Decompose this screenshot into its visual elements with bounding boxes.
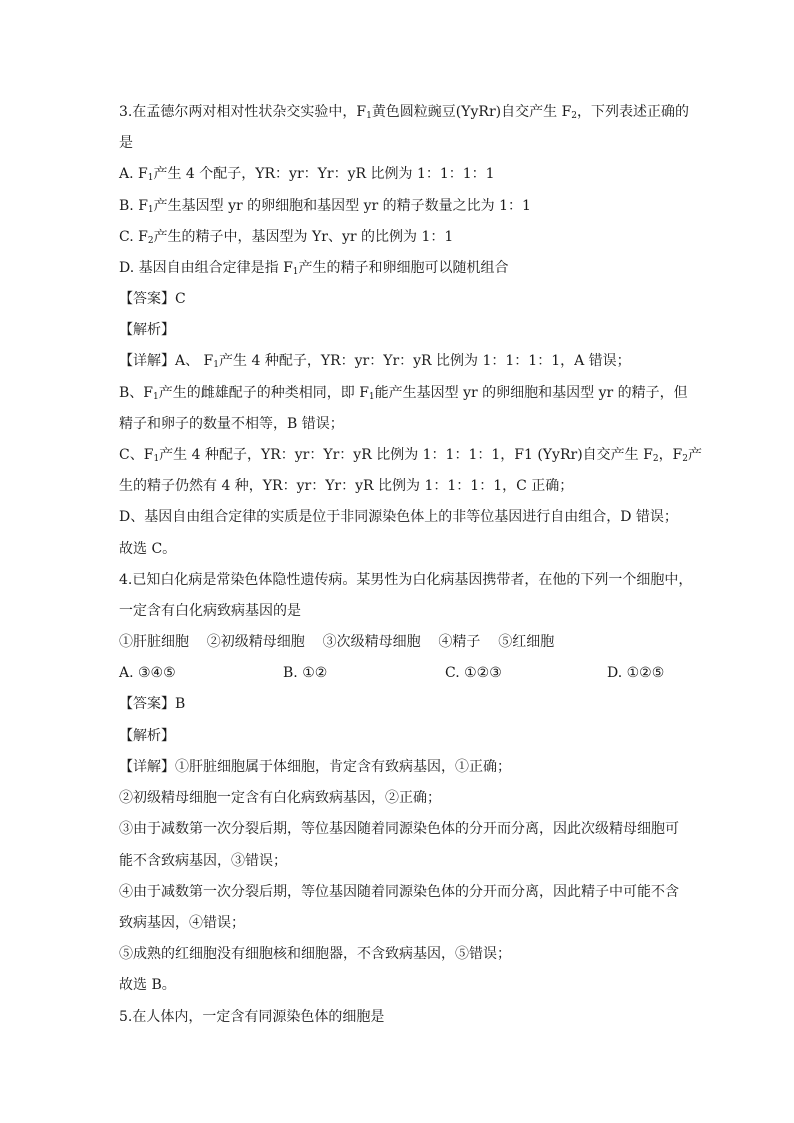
q3-detail-4-c: ，F	[658, 447, 683, 463]
q3-detail-line-1	[119, 352, 631, 370]
q3-stem-text-c: ，下列表述正确的	[577, 104, 690, 120]
q3-detail-2-a: B、F	[119, 385, 154, 401]
q3-option-a-label: A. F	[119, 166, 148, 182]
q3-option-c-sub: 2	[147, 236, 154, 246]
q3-detail-1-a: 【详解】A、 F	[119, 353, 214, 369]
q3-option-b-label: B. F	[119, 198, 148, 214]
q3-stem-text-a: 3.在孟德尔两对相对性状杂交实验中，F	[119, 104, 367, 120]
q3-option-c-label: C. F	[119, 229, 148, 245]
q4-option-b: B. ①②	[283, 665, 328, 681]
q4-detail-line-4: 能不含致病基因，③错误；	[119, 853, 287, 869]
q3-detail-line-6: D、基因自由组合定律的实质是位于非同源染色体上的非等位基因进行自由组合，D 错误；	[119, 509, 678, 525]
q3-detail-line-7: 故选 C。	[119, 541, 177, 557]
q4-option-c: C. ①②③	[445, 665, 502, 681]
q3-detail-2-sub: 1	[153, 392, 159, 402]
q3-option-d-sub: 1	[292, 267, 299, 277]
q3-option-b	[119, 197, 531, 215]
q3-detail-2-c: 能产生基因型 yr 的卵细胞和基因型 yr 的精子，但	[374, 385, 688, 401]
q4-detail-line-5: ④由于减数第一次分裂后期，等位基因随着同源染色体的分开而分离，因此精子中可能不含	[119, 884, 679, 900]
q3-detail-4-a: C、F	[119, 447, 154, 463]
q4-detail-line-7: ⑤成熟的红细胞没有细胞核和细胞器，不含致病基因，⑤错误；	[119, 946, 511, 962]
q3-detail-4-b: 产生 4 种配子，YR：yr：Yr：yR 比例为 1：1：1：1，F1 (YyRr)自交产生 F	[159, 447, 653, 463]
q5-stem: 5.在人体内，一定含有同源染色体的细胞是	[119, 1009, 385, 1025]
q3-detail-line-2	[119, 384, 688, 402]
q3-option-a	[119, 165, 495, 183]
q3-option-a-sub: 1	[147, 173, 154, 183]
q3-stem-text-b: 黄色圆粒豌豆(YyRr)自交产生 F	[371, 104, 572, 120]
q3-stem-sub-1: 1	[366, 111, 372, 121]
q3-detail-1-b: 产生 4 种配子，YR：yr：Yr：yR 比例为 1：1：1：1，A 错误；	[219, 353, 631, 369]
q3-stem-line-1	[119, 103, 689, 121]
q4-option-a: A. ③④⑤	[119, 665, 176, 681]
q3-detail-4-sub-3: 2	[682, 454, 689, 464]
q4-detail-line-2: ②初级精母细胞一定含有白化病致病基因，②正确；	[119, 790, 441, 806]
q3-option-a-text: 产生 4 个配子，YR：yr：Yr：yR 比例为 1：1：1：1	[153, 166, 495, 182]
q4-option-d: D. ①②⑤	[607, 665, 665, 681]
q3-detail-line-5: 生的精子仍然有 4 种，YR：yr：Yr：yR 比例为 1：1：1：1，C 正确；	[119, 478, 574, 494]
q3-option-d	[119, 259, 509, 277]
q3-option-b-sub: 1	[147, 205, 154, 215]
q3-analysis-heading: 【解析】	[119, 322, 175, 338]
q4-options	[119, 664, 679, 682]
q4-analysis-heading: 【解析】	[119, 728, 175, 744]
q3-option-b-text: 产生基因型 yr 的卵细胞和基因型 yr 的精子数量之比为 1：1	[153, 198, 531, 214]
q4-detail-line-3: ③由于减数第一次分裂后期，等位基因随着同源染色体的分开而分离，因此次级精母细胞可	[119, 821, 679, 837]
q3-detail-4-sub: 1	[153, 454, 160, 464]
q3-option-d-text: 产生的精子和卵细胞可以随机组合	[298, 260, 509, 276]
q3-detail-4-sub-2: 2	[652, 454, 659, 464]
q4-detail-line-8: 故选 B。	[119, 977, 176, 993]
q3-detail-line-3: 精子和卵子的数量不相等，B 错误；	[119, 416, 344, 432]
q4-stem-line-1: 4.已知白化病是常染色体隐性遗传病。某男性为白化病基因携带者，在他的下列一个细胞中，	[119, 572, 693, 588]
q4-detail-line-1: 【详解】①肝脏细胞属于体细胞，肯定含有致病基因，①正确；	[119, 759, 511, 775]
q3-detail-2-b: 产生的雌雄配子的种类相同，即 F	[158, 385, 369, 401]
q3-detail-line-4	[119, 446, 702, 464]
q3-detail-4-d: 产	[688, 447, 703, 463]
q4-cell-list: ①肝脏细胞 ②初级精母细胞 ③次级精母细胞 ④精子 ⑤红细胞	[119, 634, 555, 650]
q3-option-d-label: D. 基因自由组合定律是指 F	[119, 260, 293, 276]
q3-option-c-text: 产生的精子中，基因型为 Yr、yr 的比例为 1：1	[153, 229, 454, 245]
q4-stem-line-2: 一定含有白化病致病基因的是	[119, 603, 301, 619]
q3-option-c	[119, 228, 453, 246]
q3-stem-line-2: 是	[119, 135, 133, 151]
q3-detail-2-sub-2: 1	[368, 392, 375, 402]
q4-answer: 【答案】B	[119, 696, 186, 712]
q4-detail-line-6: 致病基因，④错误；	[119, 915, 245, 931]
q3-answer: 【答案】C	[119, 291, 186, 307]
q3-detail-1-sub: 1	[213, 360, 220, 370]
q3-stem-sub-2: 2	[571, 111, 578, 121]
